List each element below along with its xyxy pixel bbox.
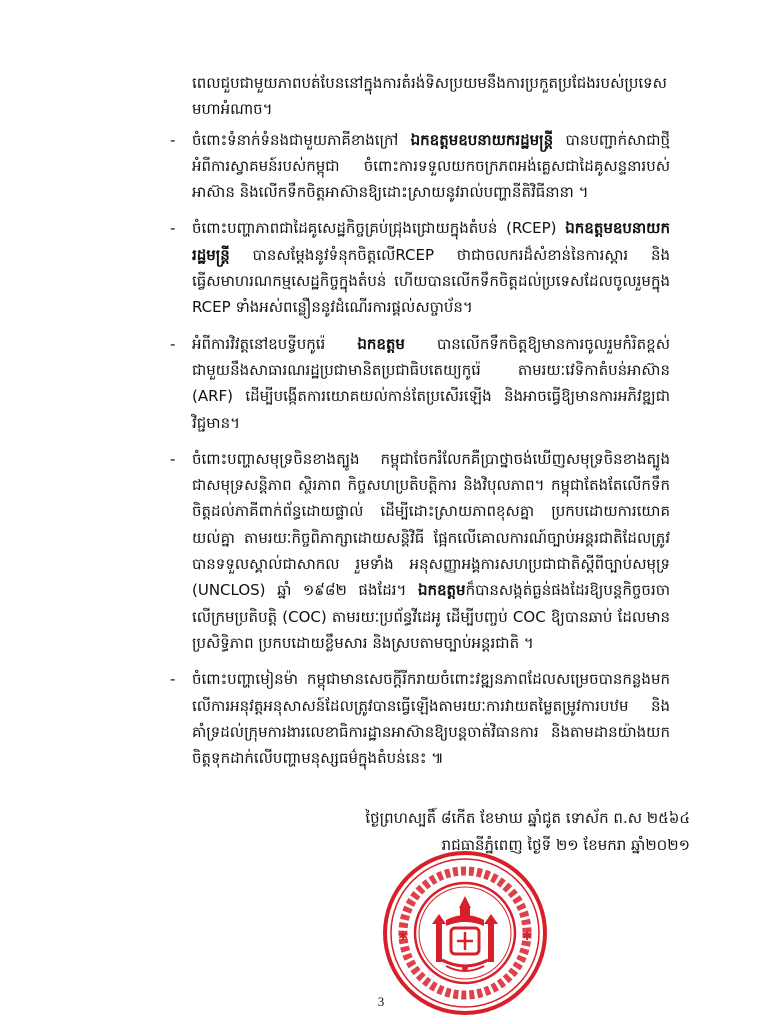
svg-text:✱: ✱ bbox=[522, 929, 533, 943]
svg-text:✱: ✱ bbox=[398, 929, 409, 943]
bullet-text: ចំពោះបញ្ហាសមុទ្រចិនខាងត្បូង កម្ពុជាចែករំលែកគឺប្រាថ្នាចង់ឃើញសមុទ្រចិនខាងត្បូង ជាសមុទ្រសន្តិភាព ស្ថិរភាព កិច្ចសហប្រតិបត្តិការ និងវិបុលភាព។ កម្ពុជាតែងតែលើកទឹកចិត្តដល់ភាគីពាក់ព័ន្ធដោយផ្ទាល់ ដើម្បីដោះស្រាយភាពខុសគ្នា ប្រកបដោយការយោគយល់គ្នា តាមរយៈកិច្ចពិភាក្សាដោយសន្តិវិធី ផ្អែកលើគោលការណ៍ច្បាប់អន្តរជាតិដែលត្រូវបានទទួលស្គាល់ជាសាកល រួមទាំង អនុសញ្ញាអង្គការសហប្រជាជាតិស្តីពីច្បាប់សមុទ្រ (UNCLOS) ឆ្នាំ ១៩៨២ ផងដែរ។ bbox=[192, 449, 670, 600]
bullet-text: បានលើកទឹកចិត្តឱ្យមានការចូលរួមកំរិតខ្ពស់ជាមួយនឹងសាធារណរដ្ឋប្រជាមានិតប្រជាធិបតេយ្យកូរ៉េ តាមរយៈវេទិកាតំបន់អាស៊ាន (ARF) ដើម្បីបង្កើតការយោគយល់កាន់តែប្រសើរឡើង និងអាចធ្វើឱ្យមានការអភិវឌ្ឍជាវិជ្ជមាន។ bbox=[192, 334, 670, 432]
bullet-dash: - bbox=[170, 219, 176, 238]
bullet-item-myanmar bbox=[170, 666, 670, 771]
date-location-line: រាជធានីភ្នំពេញ ថ្ងៃទី ២១ ខែមករា ឆ្នាំ២០២១ bbox=[441, 836, 690, 854]
bullet-item-south-china-sea bbox=[170, 446, 670, 656]
bullet-content bbox=[192, 127, 670, 206]
bullet-text: ចំពោះទំនាក់ទំនងជាមួយភាគីខាងក្រៅ bbox=[192, 130, 411, 149]
bullet-text: ចំពោះបញ្ហាមៀនម៉ា កម្ពុជាមានសេចក្តីរីករាយចំពោះវឌ្ឍនភាពដែលសម្រេចបានកន្លងមក លើការអនុវត្តអនុសាសន៍ដែលត្រូវបានធ្វើឡើងតាមរយៈការវាយតម្លៃតម្រូវការបឋម និងគាំទ្រដល់ក្រុមការងារលេខាធិការដ្ឋានអាស៊ានឱ្យបន្តចាត់វិធានការ និងតាមដានយ៉ាងយកចិត្តទុកដាក់លើបញ្ហាមនុស្សធម៌ក្នុងតំបន់នេះ ៕ bbox=[192, 670, 670, 768]
bullet-text: អំពីការវិវត្តនៅឧបទ្វីបកូរ៉េ bbox=[192, 334, 358, 353]
bullet-content bbox=[192, 666, 670, 771]
bullet-bold-text: ឯកឧត្តម bbox=[417, 581, 466, 600]
bullet-content bbox=[192, 446, 670, 656]
bullet-text: ចំពោះបញ្ហាភាពជាដៃគូសេដ្ឋកិច្ចគ្រប់ជ្រុងជ្រោយក្នុងតំបន់ (RCEP) bbox=[192, 219, 566, 238]
body-text bbox=[170, 70, 670, 781]
bullet-content bbox=[192, 215, 670, 320]
bullet-item-external-relations bbox=[170, 127, 670, 206]
bullet-content bbox=[192, 331, 670, 436]
page-number: 3 bbox=[377, 994, 385, 1009]
bullet-dash: - bbox=[170, 670, 176, 689]
bullet-dash: - bbox=[170, 334, 176, 353]
bullet-item-rcep bbox=[170, 215, 670, 320]
bullet-bold-text: ឯកឧត្តមឧបនាយករដ្ឋមន្ត្រី bbox=[192, 219, 670, 264]
date-lunar-line: ថ្ងៃព្រហស្បតិ៍ ៨កើត ខែមាឃ ឆ្នាំជូត ទោស័ក ព.ស ២៥៦៤ bbox=[365, 809, 690, 827]
official-seal bbox=[380, 848, 550, 1018]
bullet-text: ក៏បានសង្កត់ធ្ងន់ផងដែរឱ្យបន្តកិច្ចចរចាលើក្រមប្រតិបត្តិ (COC) តាមរយៈប្រព័ន្ធវីដេអូ ដើម្បីបញ្ចប់ COC ឱ្យបានឆាប់ ដែលមានប្រសិទ្ធិភាព ប្រកបដោយខ្លឹមសារ និងស្របតាមច្បាប់អន្តរជាតិ ។ bbox=[192, 581, 670, 652]
bullet-item-korean-peninsula bbox=[170, 331, 670, 436]
bullet-dash: - bbox=[170, 130, 176, 149]
continuation-paragraph: ពេលជួបជាមួយភាពបត់បែននៅក្នុងការតំរង់ទិសប្រយមនឹងការប្រកួតប្រជែងរបស់ប្រទេសមហាអំណាច។ bbox=[192, 74, 667, 119]
bullet-bold-text: ឯកឧត្តម bbox=[357, 334, 405, 353]
bullet-text: បានបញ្ជាក់សាជាថ្មីអំពីការស្វាគមន៍របស់កម្ពុជា ចំពោះការទទួលយកចក្រភពអង់គ្លេសជាដៃគូសន្ទនារបស់អាស៊ាន និងលើកទឹកចិត្តអាស៊ានឱ្យដោះស្រាយនូវរាល់បញ្ហានីតិវិធីនានា ។ bbox=[192, 130, 670, 202]
bullet-bold-text: ឯកឧត្តមឧបនាយករដ្ឋមន្ត្រី bbox=[410, 130, 554, 149]
bullet-dash: - bbox=[170, 449, 176, 468]
seal-graphic bbox=[385, 853, 545, 1013]
bullet-text: បានសម្តែងនូវទំនុកចិត្តលើRCEP ថាជាចលករដ៏សំខាន់នៃការស្តារ និងធ្វើសមាហរណកម្មសេដ្ឋកិច្ចក្នុងតំបន់ ហើយបានលើកទឹកចិត្តដល់ប្រទេសដែលចូលរួមក្នុង RCEP ទាំងអស់ពន្លឿននូវដំណើរការផ្តល់សច្ចាប័ន។ bbox=[192, 245, 670, 317]
